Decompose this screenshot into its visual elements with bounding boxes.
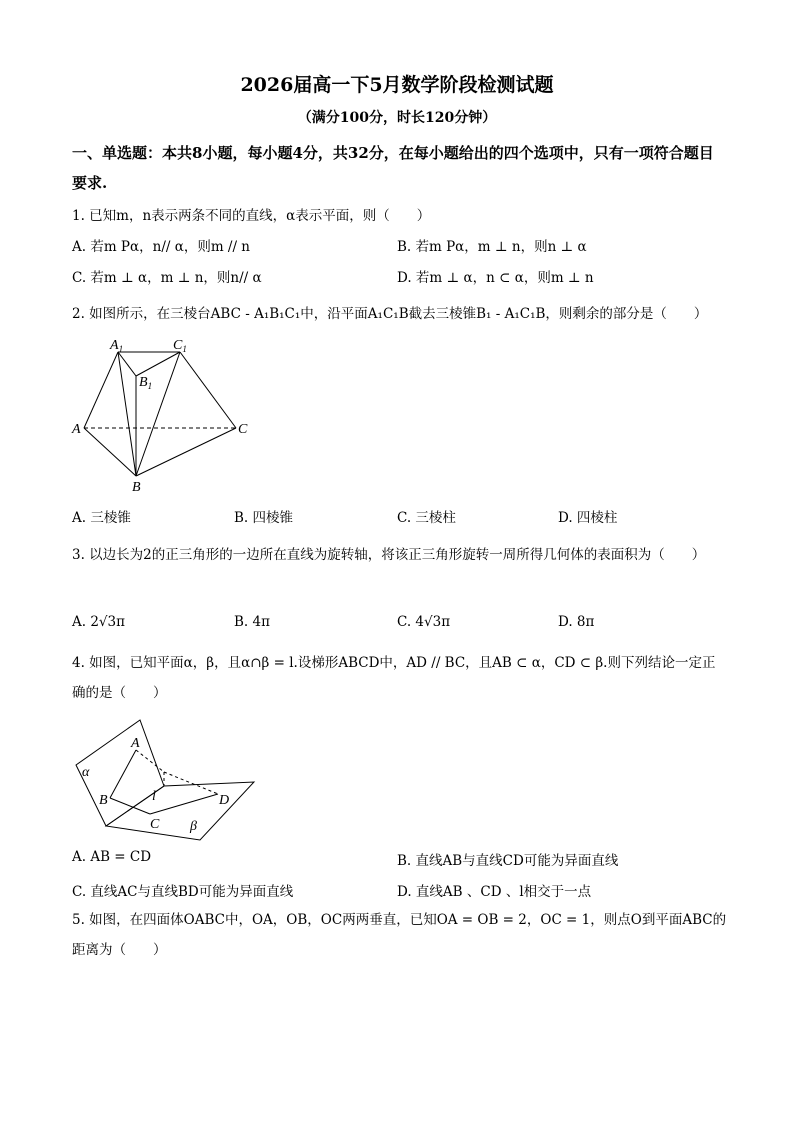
q2-option-a: A. 三棱锥 — [72, 510, 131, 526]
q2-frustum-figure — [70, 332, 260, 497]
q2-stem: 2. 如图所示，在三棱台ABC - A₁B₁C₁中，沿平面A₁C₁B截去三棱锥B₁ - A₁C₁B，则剩余的部分是（ ） — [72, 306, 708, 322]
segment-cd — [150, 794, 218, 814]
label-a: A — [72, 422, 81, 437]
plane-beta — [106, 782, 254, 840]
edge-c1b1 — [136, 352, 180, 376]
label-c: C — [150, 817, 160, 832]
q3-stem: 3. 以边长为2的正三角形的一边所在直线为旋转轴，将该正三角形旋转一周所得几何体的表面积为（ ） — [72, 547, 706, 563]
label-b: B — [99, 793, 108, 808]
q4-option-d: D. 直线AB 、CD 、l相交于一点 — [397, 884, 592, 900]
edge-ab — [84, 428, 136, 476]
label-alpha: α — [82, 765, 90, 780]
label-b: B — [132, 480, 141, 495]
q3-option-a: A. 2√3π — [72, 614, 125, 630]
label-c1: $C_1$ — [173, 338, 187, 354]
q2-option-c: C. 三棱柱 — [397, 510, 456, 526]
q3-option-d: D. 8π — [558, 614, 595, 630]
label-b1: $B_1$ — [139, 375, 153, 391]
q4-option-b: B. 直线AB与直线CD可能为异面直线 — [397, 853, 619, 869]
q1-option-b: B. 若m Pα，m ⊥ n，则n ⊥ α — [397, 239, 587, 255]
q4-option-a: A. AB = CD — [72, 849, 152, 865]
label-c: C — [238, 422, 248, 437]
q4-stem: 4. 如图，已知平面α，β，且α∩β = l.设梯形ABCD中，AD // BC，且AB ⊂ α，CD ⊂ β.则下列结论一定正确的是（ ） — [72, 655, 716, 701]
section-heading: 一、单选题：本共8小题，每小题4分，共32分，在每小题给出的四个选项中，只有一项符合题目要求. — [72, 144, 714, 192]
q3-option-c: C. 4√3π — [397, 614, 451, 630]
edge-a1b — [118, 352, 136, 476]
exam-title: 2026届高一下5月数学阶段检测试题 — [240, 74, 554, 96]
q1-option-c: C. 若m ⊥ α，m ⊥ n，则n// α — [72, 270, 262, 286]
label-l: l — [152, 789, 156, 804]
edge-c1c — [180, 352, 236, 428]
q1-stem: 1. 已知m，n表示两条不同的直线，α表示平面，则（ ） — [72, 208, 431, 224]
q2-option-b: B. 四棱锥 — [234, 510, 294, 526]
exam-subtitle: （满分100分，时长120分钟） — [297, 110, 497, 126]
edge-a1a — [84, 352, 118, 428]
label-a: A — [131, 736, 140, 751]
label-beta: β — [190, 819, 197, 834]
q2-option-d: D. 四棱柱 — [558, 510, 618, 526]
q4-option-c: C. 直线AC与直线BD可能为异面直线 — [72, 884, 294, 900]
q3-option-b: B. 4π — [234, 614, 270, 630]
edge-c1b — [136, 352, 180, 476]
segment-ab — [110, 750, 136, 798]
q1-option-d: D. 若m ⊥ α，n ⊂ α，则m ⊥ n — [397, 270, 594, 286]
segment-ad-hidden-2 — [164, 772, 218, 794]
segment-ad-hidden — [136, 750, 164, 772]
label-d: D — [219, 793, 230, 808]
q5-stem: 5. 如图，在四面体OABC中，OA，OB，OC两两垂直，已知OA = OB = 2，OC = 1，则点O到平面ABC的距离为（ ） — [72, 912, 727, 958]
q1-option-a: A. 若m Pα，n// α，则m // n — [72, 239, 250, 255]
q4-planes-figure — [68, 718, 268, 844]
label-a1: $A_1$ — [110, 338, 124, 354]
